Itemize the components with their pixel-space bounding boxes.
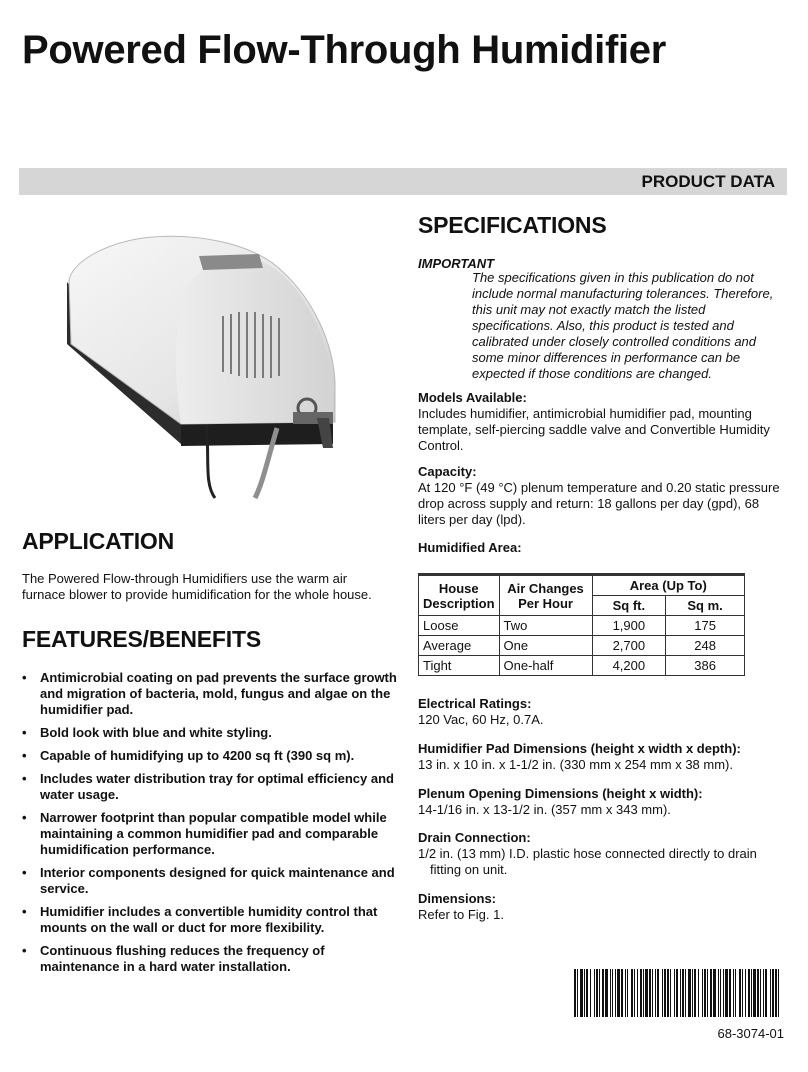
house-cell: Average — [419, 636, 500, 656]
capacity-heading: Capacity: — [418, 464, 477, 479]
barcode-bar — [664, 969, 666, 1017]
barcode-bar — [772, 969, 774, 1017]
barcode-bar — [645, 969, 648, 1017]
barcode-bar — [729, 969, 731, 1017]
bullet-icon: • — [22, 725, 27, 740]
barcode-bar — [688, 969, 691, 1017]
bullet-icon: • — [22, 943, 27, 958]
features-list — [22, 670, 397, 982]
feature-text: Narrower footprint than popular compatible model while maintaining a common humidifier pad and comparable humidification performance. — [40, 810, 387, 857]
bullet-icon: • — [22, 771, 27, 786]
barcode-bar — [757, 969, 759, 1017]
sqm-header: Sq m. — [666, 596, 745, 616]
feature-text: Antimicrobial coating on pad prevents the surface growth and migration of bacteria, mold, fungus and algae on the humidifier pad. — [40, 670, 397, 717]
barcode-bar — [640, 969, 642, 1017]
barcode-bar — [718, 969, 719, 1017]
drain-section — [418, 830, 788, 878]
barcode-bar — [739, 969, 741, 1017]
barcode-bar — [627, 969, 628, 1017]
barcode-bar — [735, 969, 736, 1017]
barcode-image — [574, 969, 784, 1017]
barcode-bar — [753, 969, 756, 1017]
barcode-bar — [680, 969, 681, 1017]
barcode-bar — [742, 969, 743, 1017]
pad-dimensions-section — [418, 741, 793, 773]
list-item — [22, 725, 397, 741]
electrical-section — [418, 696, 788, 728]
pad-dimensions-heading: Humidifier Pad Dimensions (height x width x depth): — [418, 741, 741, 756]
list-item — [22, 810, 397, 858]
drain-text: 1/2 in. (13 mm) I.D. plastic hose connected directly to drain fitting on unit. — [418, 846, 757, 877]
barcode-bar — [657, 969, 659, 1017]
air-cell: One-half — [499, 656, 592, 676]
barcode-bar — [765, 969, 767, 1017]
barcode-bar — [763, 969, 764, 1017]
bullet-icon: • — [22, 810, 27, 825]
air-cell: Two — [499, 616, 592, 636]
product-data-bar — [19, 168, 787, 195]
document-number: 68-3074-01 — [717, 1026, 784, 1041]
barcode-bar — [698, 969, 699, 1017]
models-text: Includes humidifier, antimicrobial humidifier pad, mounting template, self-piercing saddle valve and Convertible Humidity Control. — [418, 406, 770, 453]
barcode-bar — [670, 969, 671, 1017]
barcode-bar — [778, 969, 779, 1017]
sqm-cell: 175 — [666, 616, 745, 636]
barcode-bar — [605, 969, 608, 1017]
barcode-bar — [707, 969, 708, 1017]
barcode-bar — [594, 969, 595, 1017]
important-note: The specifications given in this publication do not include normal manufacturing tolerances. Therefore, this unit may not exactly match the listed specifications. Also, this product is tested and calibrated under closely controlled conditions and some minor differences in performance can be expected if those conditions are changed. — [472, 270, 774, 381]
barcode-bar — [577, 969, 578, 1017]
capacity-section — [418, 464, 788, 528]
feature-text: Capable of humidifying up to 4200 sq ft (390 sq m). — [40, 748, 355, 763]
barcode-bar — [725, 969, 728, 1017]
barcode-bar — [713, 969, 716, 1017]
bullet-icon: • — [22, 865, 27, 880]
drain-heading: Drain Connection: — [418, 830, 531, 845]
barcode-bar — [637, 969, 638, 1017]
barcode-bar — [720, 969, 721, 1017]
features-heading: FEATURES/BENEFITS — [22, 626, 261, 652]
application-heading: APPLICATION — [22, 528, 174, 554]
bullet-icon: • — [22, 670, 27, 685]
models-section — [418, 390, 788, 454]
barcode-bar — [751, 969, 752, 1017]
electrical-heading: Electrical Ratings: — [418, 696, 532, 711]
barcode-bar — [760, 969, 761, 1017]
barcode-bar — [748, 969, 750, 1017]
plenum-section — [418, 786, 788, 818]
document-title: Powered Flow-Through Humidifier — [22, 28, 667, 72]
application-text: The Powered Flow-through Humidifiers use the warm air furnace blower to provide humidification for the whole house. — [22, 571, 372, 602]
dimensions-heading: Dimensions: — [418, 891, 497, 906]
list-item — [22, 904, 397, 936]
air-cell: One — [499, 636, 592, 656]
table-row — [419, 636, 745, 656]
list-item — [22, 670, 397, 718]
table-row — [419, 616, 745, 636]
barcode-bar — [610, 969, 611, 1017]
barcode-bar — [631, 969, 633, 1017]
area-header: Area (Up To) — [592, 576, 744, 596]
models-heading: Models Available: — [418, 390, 527, 405]
sqft-cell: 4,200 — [592, 656, 666, 676]
dimensions-text: Refer to Fig. 1. — [418, 907, 504, 922]
table-row — [419, 656, 745, 676]
barcode-bar — [612, 969, 613, 1017]
barcode-bar — [770, 969, 771, 1017]
important-label: IMPORTANT — [418, 256, 495, 271]
sqft-header: Sq ft. — [592, 596, 666, 616]
house-description-header: House Description — [419, 576, 500, 616]
feature-text: Includes water distribution tray for optimal efficiency and water usage. — [40, 771, 394, 802]
barcode-bar — [574, 969, 576, 1017]
table-header-row — [419, 576, 745, 596]
barcode-bar — [745, 969, 746, 1017]
barcode-bar — [586, 969, 588, 1017]
capacity-text: At 120 °F (49 °C) plenum temperature and 0.20 static pressure drop across supply and return: 18 gallons per day (gpd), 68 liters per day (lpd). — [418, 480, 780, 527]
barcode-bar — [652, 969, 653, 1017]
barcode-bar — [685, 969, 686, 1017]
plenum-text: 14-1/16 in. x 13-1/2 in. (357 mm x 343 mm). — [418, 802, 671, 817]
barcode-bar — [775, 969, 777, 1017]
barcode-bar — [674, 969, 675, 1017]
list-item — [22, 865, 397, 897]
sqm-cell: 386 — [666, 656, 745, 676]
humidified-area-heading: Humidified Area: — [418, 540, 522, 555]
barcode-bar — [682, 969, 684, 1017]
barcode-bar — [694, 969, 696, 1017]
sqft-cell: 1,900 — [592, 616, 666, 636]
air-changes-header: Air Changes Per Hour — [499, 576, 592, 616]
barcode-bar — [615, 969, 616, 1017]
barcode-bar — [667, 969, 669, 1017]
barcode-bar — [733, 969, 734, 1017]
pad-dimensions-text: 13 in. x 10 in. x 1-1/2 in. (330 mm x 254 mm x 38 mm). — [418, 757, 734, 772]
plenum-heading: Plenum Opening Dimensions (height x width): — [418, 786, 703, 801]
humidifier-product-image — [63, 232, 395, 504]
barcode-bar — [723, 969, 724, 1017]
barcode-bar — [692, 969, 693, 1017]
barcode-bar — [580, 969, 583, 1017]
list-item — [22, 943, 397, 975]
house-cell: Tight — [419, 656, 500, 676]
barcode-bar — [649, 969, 651, 1017]
dimensions-section — [418, 891, 788, 923]
barcode-bar — [596, 969, 598, 1017]
barcode-bar — [599, 969, 600, 1017]
barcode-bar — [662, 969, 663, 1017]
feature-text: Continuous flushing reduces the frequency of maintenance in a hard water installation. — [40, 943, 325, 974]
barcode-bar — [704, 969, 706, 1017]
barcode-bar — [590, 969, 591, 1017]
list-item — [22, 771, 397, 803]
barcode-bar — [710, 969, 712, 1017]
feature-text: Interior components designed for quick maintenance and service. — [40, 865, 395, 896]
barcode-bar — [655, 969, 656, 1017]
bullet-icon: • — [22, 904, 27, 919]
feature-text: Humidifier includes a convertible humidity control that mounts on the wall or duct for more flexibility. — [40, 904, 378, 935]
barcode-bar — [643, 969, 644, 1017]
electrical-text: 120 Vac, 60 Hz, 0.7A. — [418, 712, 544, 727]
barcode-bar — [621, 969, 623, 1017]
barcode-bar — [634, 969, 635, 1017]
specifications-heading: SPECIFICATIONS — [418, 212, 607, 238]
feature-text: Bold look with blue and white styling. — [40, 725, 272, 740]
product-data-label: PRODUCT DATA — [641, 172, 775, 191]
barcode-bar — [584, 969, 585, 1017]
sqm-cell: 248 — [666, 636, 745, 656]
barcode-bar — [702, 969, 703, 1017]
humidified-area-table — [418, 575, 745, 676]
barcode-bar — [625, 969, 626, 1017]
list-item — [22, 748, 397, 764]
sqft-cell: 2,700 — [592, 636, 666, 656]
barcode-bar — [676, 969, 678, 1017]
bullet-icon: • — [22, 748, 27, 763]
barcode-bar — [617, 969, 620, 1017]
barcode-bar — [602, 969, 604, 1017]
house-cell: Loose — [419, 616, 500, 636]
